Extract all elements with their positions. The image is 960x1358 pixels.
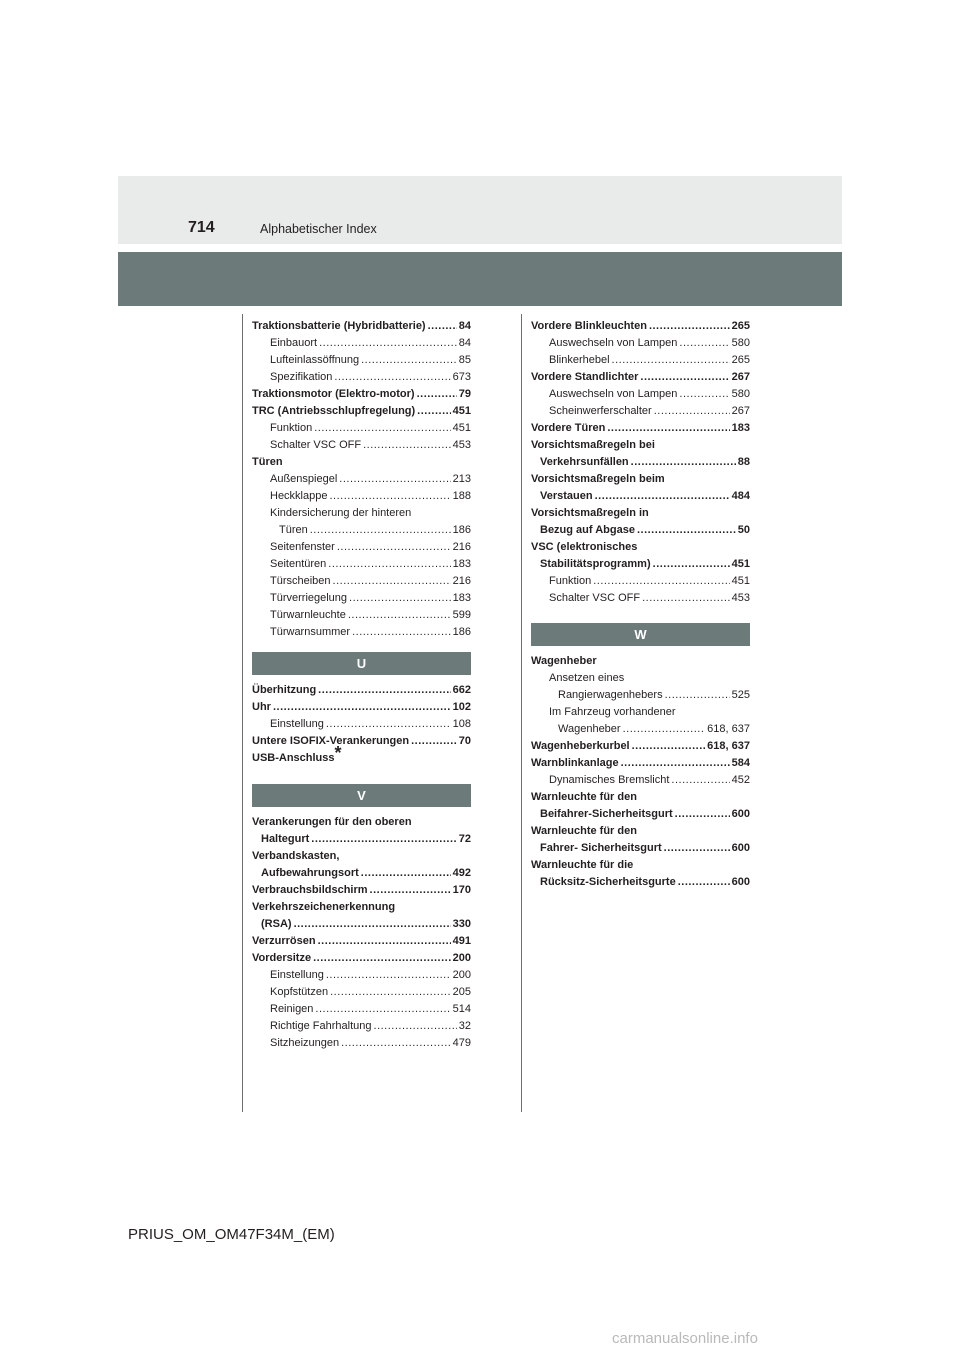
index-entry-usb[interactable]: [252, 743, 471, 767]
entry-term: Lufteinlassöffnung: [270, 354, 360, 366]
dot-leader: [374, 1018, 457, 1035]
entry-group-u: [252, 682, 471, 750]
entry-term: Heckklappe: [270, 490, 328, 502]
dot-leader: [339, 471, 450, 488]
index-entry[interactable]: [252, 539, 471, 556]
entry-term: Beifahrer-Sicherheitsgurt: [540, 808, 673, 820]
entry-term: Einbauort: [270, 337, 318, 349]
dot-leader: [675, 806, 730, 823]
dot-leader: [349, 590, 451, 607]
entry-page: 452: [731, 774, 750, 786]
index-entry[interactable]: Verkehrszeichenerkennung: [252, 901, 396, 913]
entry-page: 479: [452, 1037, 471, 1049]
entry-term: Uhr: [252, 701, 271, 713]
index-entry[interactable]: [531, 386, 750, 403]
entry-term: Verzurrösen: [252, 935, 316, 947]
index-entry[interactable]: [252, 933, 471, 950]
entry-page: 186: [452, 524, 471, 536]
entry-term: Richtige Fahrhaltung: [270, 1020, 372, 1032]
index-entry[interactable]: [252, 556, 471, 573]
index-entry[interactable]: Wagenheber: [531, 655, 597, 667]
index-entry[interactable]: [252, 831, 471, 848]
dot-leader: [417, 386, 457, 403]
header-dark-band: [118, 252, 842, 306]
header-band: [118, 176, 842, 244]
dot-leader: [370, 882, 451, 899]
dot-leader: [318, 682, 450, 699]
index-entry[interactable]: [252, 386, 471, 403]
dot-leader: [313, 950, 451, 967]
entry-page: 451: [452, 422, 471, 434]
entry-page: 183: [731, 422, 750, 434]
entry-term: Stabilitätsprogramm): [540, 558, 651, 570]
index-entry[interactable]: [252, 437, 471, 454]
dot-leader: [649, 318, 730, 335]
dot-leader: [329, 488, 450, 505]
entry-term: Seitentüren: [270, 558, 327, 570]
entry-term: Wagenheberkurbel: [531, 740, 630, 752]
dot-leader: [607, 420, 729, 437]
entry-page: 85: [458, 354, 471, 366]
entry-page: 188: [452, 490, 471, 502]
dot-leader: [654, 403, 730, 420]
index-entry[interactable]: [252, 1018, 471, 1035]
index-entry[interactable]: [252, 352, 471, 369]
section-header-u: U: [252, 652, 471, 675]
entry-term: Vordere Standlichter: [531, 371, 639, 383]
entry-page: 79: [458, 388, 471, 400]
entry-page: 265: [731, 354, 750, 366]
entry-page: 492: [452, 867, 471, 879]
entry-page: 200: [452, 969, 471, 981]
index-entry[interactable]: [531, 738, 750, 755]
footer-doc-code: PRIUS_OM_OM47F34M_(EM): [128, 1226, 335, 1243]
index-entry[interactable]: Kindersicherung der hinteren: [270, 507, 412, 519]
index-entry[interactable]: [531, 488, 750, 505]
index-entry[interactable]: [531, 806, 750, 823]
entry-group-v: [252, 814, 471, 1052]
entry-term: Verstauen: [540, 490, 593, 502]
entry-page: 451: [731, 558, 750, 570]
entry-term: Sitzheizungen: [270, 1037, 340, 1049]
index-entry[interactable]: [531, 840, 750, 857]
entry-term: Einstellung: [270, 969, 324, 981]
dot-leader: [595, 488, 730, 505]
index-entry[interactable]: Warnleuchte für die: [531, 859, 634, 871]
index-entry[interactable]: [531, 874, 750, 891]
entry-page: 267: [731, 371, 750, 383]
entry-term: Überhitzung: [252, 684, 317, 696]
index-entry[interactable]: VSC (elektronisches: [531, 541, 638, 553]
entry-term: Türscheiben: [270, 575, 331, 587]
entry-term: Traktionsbatterie (Hybridbatterie): [252, 320, 426, 332]
dot-leader: [314, 420, 450, 437]
watermark: carmanualsonline.info: [612, 1330, 758, 1347]
entry-page: 170: [452, 884, 471, 896]
index-entry[interactable]: [531, 573, 750, 590]
dot-leader: [417, 403, 450, 420]
entry-term: Scheinwerferschalter: [549, 405, 652, 417]
entry-term: Auswechseln von Lampen: [549, 337, 678, 349]
index-column-right: [531, 318, 750, 891]
dot-leader: [653, 556, 730, 573]
entry-page: 584: [731, 757, 750, 769]
entry-term: Rücksitz-Sicherheitsgurte: [540, 876, 676, 888]
footnote-star: *: [334, 743, 342, 763]
entry-term: Türverriegelung: [270, 592, 348, 604]
usb-label: USB-Anschluss: [252, 752, 335, 764]
section-header-w: W: [531, 623, 750, 646]
entry-term: Reinigen: [270, 1003, 314, 1015]
entry-term: Vordere Blinkleuchten: [531, 320, 647, 332]
dot-leader: [428, 318, 457, 335]
index-entry[interactable]: [252, 318, 471, 335]
entry-page: 72: [458, 833, 471, 845]
entry-page: 600: [731, 842, 750, 854]
entry-page: 183: [452, 558, 471, 570]
entry-term: Einstellung: [270, 718, 324, 730]
index-entry[interactable]: [531, 687, 750, 704]
dot-leader: [318, 933, 451, 950]
entry-term: Auswechseln von Lampen: [549, 388, 678, 400]
entry-page: 267: [731, 405, 750, 417]
index-entry[interactable]: [252, 967, 471, 984]
index-entry[interactable]: [252, 882, 471, 899]
entry-page: 484: [731, 490, 750, 502]
dot-leader: [311, 831, 456, 848]
index-entry[interactable]: [252, 403, 471, 420]
entry-term: Haltegurt: [261, 833, 310, 845]
entry-term: Aufbewahrungsort: [261, 867, 359, 879]
dot-leader: [326, 967, 451, 984]
page-title: Alphabetischer Index: [260, 222, 377, 236]
index-entry[interactable]: [252, 699, 471, 716]
entry-term: Kopfstützen: [270, 986, 329, 998]
dot-leader: [621, 755, 730, 772]
index-entry[interactable]: [252, 1035, 471, 1052]
dot-leader: [593, 573, 729, 590]
entry-term: Spezifikation: [270, 371, 333, 383]
entry-page: 216: [452, 575, 471, 587]
entry-page: 102: [452, 701, 471, 713]
entry-term: Verkehrsunfällen: [540, 456, 629, 468]
dot-leader: [361, 865, 451, 882]
index-entry[interactable]: Verbandskasten,: [252, 850, 340, 862]
dot-leader: [679, 335, 729, 352]
dot-leader: [665, 687, 730, 704]
index-entry[interactable]: [252, 950, 471, 967]
dot-leader: [623, 721, 706, 738]
index-entry[interactable]: Im Fahrzeug vorhandener: [549, 706, 676, 718]
index-entry[interactable]: [531, 318, 750, 335]
index-entry[interactable]: [531, 590, 750, 607]
dot-leader: [341, 1035, 451, 1052]
entry-term: Funktion: [270, 422, 313, 434]
entry-page: 600: [731, 876, 750, 888]
index-entry[interactable]: [252, 865, 471, 882]
entry-page: 618, 637: [707, 723, 750, 735]
entry-page: 213: [452, 473, 471, 485]
index-entry[interactable]: [252, 573, 471, 590]
dot-leader: [337, 539, 451, 556]
dot-leader: [363, 437, 451, 454]
entry-page: 453: [452, 439, 471, 451]
entry-term: Vordere Türen: [531, 422, 606, 434]
entry-page: 50: [737, 524, 750, 536]
entry-term: Funktion: [549, 575, 592, 587]
index-entry[interactable]: Vorsichtsmaßregeln beim: [531, 473, 665, 485]
index-entry[interactable]: [531, 335, 750, 352]
index-entry[interactable]: [252, 1001, 471, 1018]
entry-page: 265: [731, 320, 750, 332]
index-entry[interactable]: [252, 522, 471, 539]
entry-term: Warnblinkanlage: [531, 757, 619, 769]
entry-term: Wagenheber: [558, 723, 621, 735]
entry-page: 205: [452, 986, 471, 998]
index-entry[interactable]: Vorsichtsmaßregeln in: [531, 507, 649, 519]
page-number: 714: [188, 219, 215, 236]
index-entry[interactable]: [252, 716, 471, 733]
dot-leader: [352, 624, 451, 641]
index-entry[interactable]: [531, 454, 750, 471]
index-entry[interactable]: Warnleuchte für den: [531, 825, 637, 837]
entry-page: 491: [452, 935, 471, 947]
index-entry[interactable]: [252, 682, 471, 699]
dot-leader: [348, 607, 451, 624]
dot-leader: [294, 916, 451, 933]
entry-page: 525: [731, 689, 750, 701]
entry-page: 580: [731, 388, 750, 400]
dot-leader: [642, 590, 730, 607]
index-entry[interactable]: [252, 984, 471, 1001]
entry-term: Rangierwagenhebers: [558, 689, 663, 701]
entry-page: 108: [452, 718, 471, 730]
index-entry[interactable]: [531, 772, 750, 789]
entry-page: 580: [731, 337, 750, 349]
entry-page: 330: [452, 918, 471, 930]
entry-term: Untere ISOFIX-Verankerungen: [252, 735, 410, 747]
entry-page: 216: [452, 541, 471, 553]
entry-term: Außenspiegel: [270, 473, 338, 485]
entry-page: 84: [458, 320, 471, 332]
entry-term: Seitenfenster: [270, 541, 335, 553]
entry-page: 88: [737, 456, 750, 468]
entry-page: 183: [452, 592, 471, 604]
entry-term: Fahrer- Sicherheitsgurt: [540, 842, 662, 854]
dot-leader: [671, 772, 729, 789]
entry-page: 84: [458, 337, 471, 349]
entry-page: 599: [452, 609, 471, 621]
dot-leader: [310, 522, 451, 539]
entry-page: 662: [452, 684, 471, 696]
index-entry[interactable]: [252, 624, 471, 641]
index-column-left: [252, 318, 471, 1052]
index-entry[interactable]: [252, 590, 471, 607]
dot-leader: [273, 699, 451, 716]
dot-leader: [328, 556, 450, 573]
dot-leader: [411, 733, 457, 750]
entry-page: 32: [458, 1020, 471, 1032]
entry-term: Blinkerhebel: [549, 354, 610, 366]
dot-leader: [678, 874, 730, 891]
dot-leader: [631, 454, 736, 471]
dot-leader: [640, 369, 729, 386]
entry-term: (RSA): [261, 918, 292, 930]
index-entry[interactable]: [531, 369, 750, 386]
dot-leader: [333, 573, 451, 590]
entry-page: 453: [731, 592, 750, 604]
index-entry[interactable]: [252, 607, 471, 624]
index-entry[interactable]: [252, 420, 471, 437]
entry-term: Traktionsmotor (Elektro-motor): [252, 388, 415, 400]
index-entry[interactable]: [531, 755, 750, 772]
entry-page: 451: [731, 575, 750, 587]
dot-leader: [315, 1001, 450, 1018]
entry-term: Bezug auf Abgase: [540, 524, 635, 536]
dot-leader: [334, 369, 450, 386]
index-entry[interactable]: [252, 916, 471, 933]
column-rule-right: [521, 314, 522, 1112]
column-rule-left: [242, 314, 243, 1112]
dot-leader: [632, 738, 706, 755]
dot-leader: [664, 840, 730, 857]
index-entry[interactable]: [531, 352, 750, 369]
dot-leader: [612, 352, 730, 369]
index-entry[interactable]: [531, 420, 750, 437]
dot-leader: [326, 716, 451, 733]
index-entry[interactable]: [531, 556, 750, 573]
entry-page: 600: [731, 808, 750, 820]
index-entry[interactable]: [252, 369, 471, 386]
entry-page: 514: [452, 1003, 471, 1015]
entry-term: Türwarnsummer: [270, 626, 351, 638]
index-entry[interactable]: [531, 403, 750, 420]
entry-page: 673: [452, 371, 471, 383]
entry-page: 618, 637: [707, 740, 750, 752]
entry-term: Dynamisches Bremslicht: [549, 774, 670, 786]
index-entry[interactable]: Warnleuchte für den: [531, 791, 637, 803]
index-entry[interactable]: Verankerungen für den oberen: [252, 816, 412, 828]
entry-page: 451: [452, 405, 471, 417]
entry-term: Schalter VSC OFF: [549, 592, 641, 604]
entry-term: Schalter VSC OFF: [270, 439, 362, 451]
entry-term: Vordersitze: [252, 952, 312, 964]
dot-leader: [319, 335, 457, 352]
dot-leader: [679, 386, 729, 403]
index-entry[interactable]: Ansetzen eines: [549, 672, 625, 684]
index-entry[interactable]: [252, 335, 471, 352]
entry-group-t: [252, 318, 471, 641]
index-entry[interactable]: [252, 471, 471, 488]
index-entry[interactable]: Vorsichtsmaßregeln bei: [531, 439, 655, 451]
dot-leader: [361, 352, 457, 369]
index-entry[interactable]: [531, 522, 750, 539]
entry-term: Verbrauchsbildschirm: [252, 884, 368, 896]
index-entry[interactable]: [252, 733, 471, 750]
entry-term: Türen: [279, 524, 308, 536]
entry-term: TRC (Antriebsschlupfregelung): [252, 405, 416, 417]
entry-term: Türwarnleuchte: [270, 609, 346, 621]
dot-leader: [637, 522, 736, 539]
index-entry[interactable]: [531, 721, 750, 738]
section-header-v: V: [252, 784, 471, 807]
dot-leader: [330, 984, 451, 1001]
entry-page: 70: [458, 735, 471, 747]
entry-group-v-cont: [531, 318, 750, 607]
entry-page: 200: [452, 952, 471, 964]
entry-group-w: [531, 653, 750, 891]
index-entry[interactable]: [252, 488, 471, 505]
index-entry[interactable]: Türen: [252, 456, 283, 468]
entry-page: 186: [452, 626, 471, 638]
